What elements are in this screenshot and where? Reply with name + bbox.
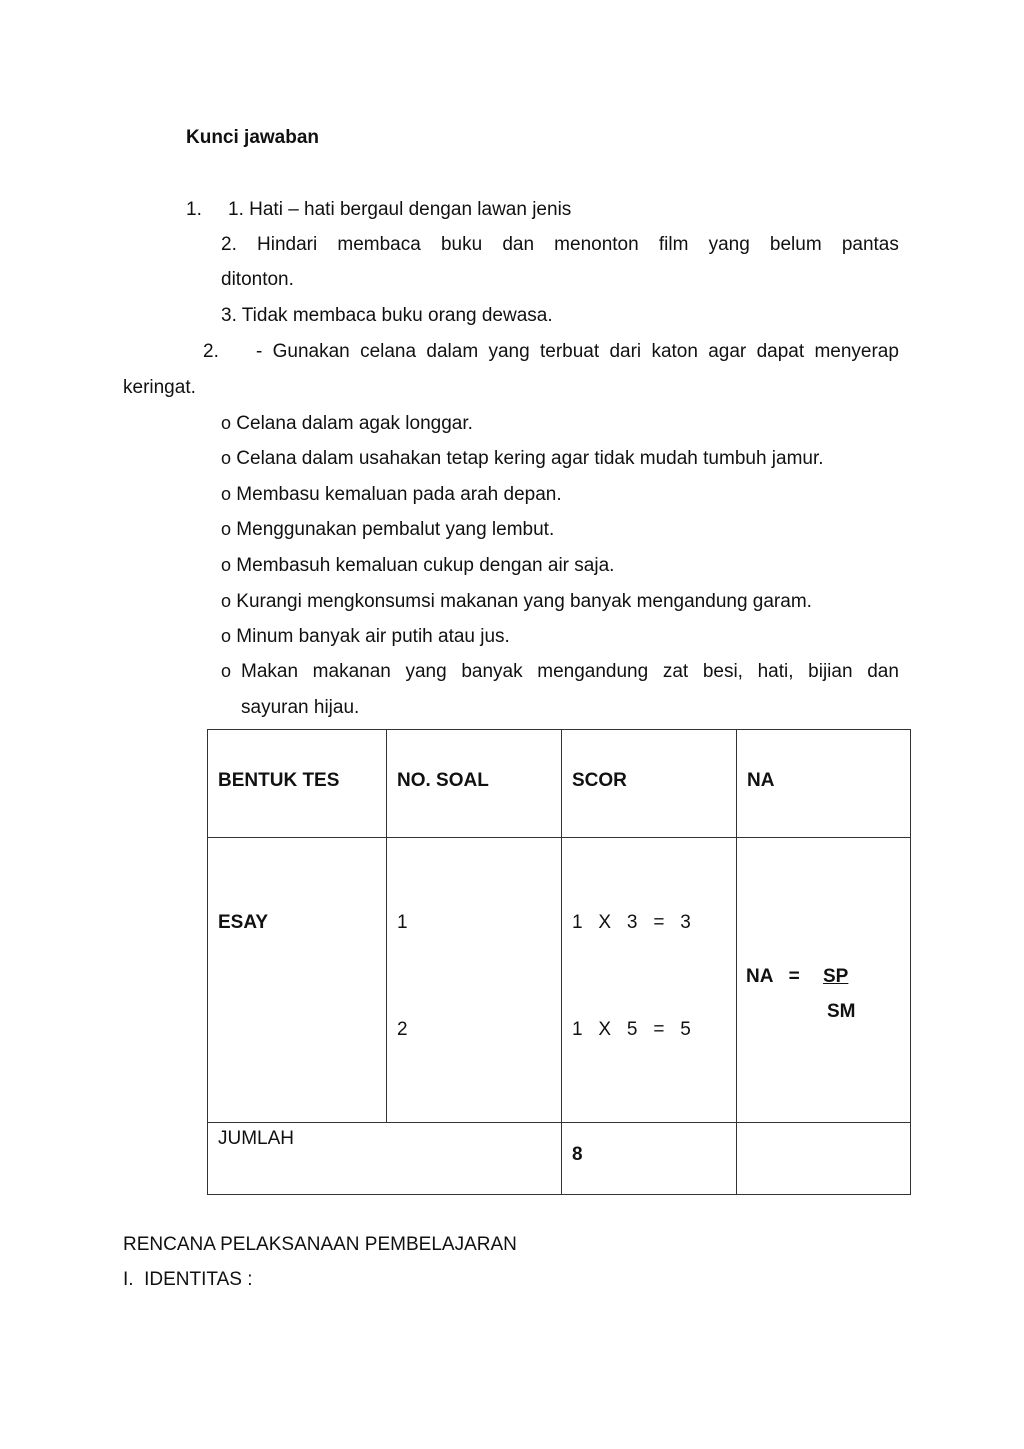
word: agar bbox=[708, 341, 747, 362]
table-cell-na bbox=[737, 838, 911, 1123]
word: pantas bbox=[841, 234, 899, 255]
word: belum bbox=[769, 234, 822, 255]
list-item-text: Kurangi mengkonsumsi makanan yang banyak mengandung garam. bbox=[236, 591, 812, 612]
word: membaca bbox=[337, 234, 421, 255]
question-1-number: 1. bbox=[186, 199, 202, 220]
table-header-cell: NO. SOAL bbox=[387, 730, 562, 838]
table-total-label-cell: JUMLAH bbox=[208, 1123, 562, 1195]
grading-table bbox=[207, 729, 911, 1195]
word: katon bbox=[651, 341, 698, 362]
table-cell-no-soal: 1 2 bbox=[387, 838, 562, 1123]
list-item bbox=[221, 556, 614, 575]
word: Makan bbox=[241, 661, 299, 682]
bullet-icon: o bbox=[221, 484, 232, 504]
list-item bbox=[221, 520, 554, 539]
word: makanan bbox=[312, 661, 391, 682]
word: celana bbox=[360, 341, 417, 362]
na-formula-denominator: SM bbox=[827, 1001, 856, 1022]
list-item-text: Minum banyak air putih atau jus. bbox=[236, 626, 510, 647]
word: bijian bbox=[808, 661, 853, 682]
word: film bbox=[658, 234, 689, 255]
table-header-cell: SCOR bbox=[562, 730, 737, 838]
section-title: RENCANA PELAKSANAAN PEMBELAJARAN bbox=[123, 1234, 517, 1255]
list-item-text: Menggunakan pembalut yang lembut. bbox=[236, 519, 555, 540]
word: 2. bbox=[221, 234, 237, 255]
word: menonton bbox=[554, 234, 639, 255]
list-item bbox=[221, 414, 473, 433]
list-item-justified bbox=[241, 662, 899, 681]
table-header-cell: NA bbox=[737, 730, 911, 838]
word: dan bbox=[867, 661, 899, 682]
bullet-icon: o bbox=[221, 661, 232, 681]
word: yang bbox=[488, 341, 530, 362]
heading: Kunci jawaban bbox=[186, 127, 320, 148]
word: - bbox=[256, 341, 263, 362]
list-item bbox=[221, 662, 231, 681]
na-formula-numerator: SP bbox=[823, 966, 849, 987]
word: buku bbox=[440, 234, 483, 255]
word: besi, bbox=[702, 661, 743, 682]
bullet-icon: o bbox=[221, 413, 232, 433]
word: yang bbox=[708, 234, 750, 255]
section-heading: I. IDENTITAS : bbox=[123, 1269, 253, 1290]
word: terbuat bbox=[539, 341, 600, 362]
list-item-text: Membasu kemaluan pada arah depan. bbox=[236, 484, 562, 505]
word: menyerap bbox=[814, 341, 899, 362]
bullet-icon: o bbox=[221, 519, 232, 539]
table-header-row bbox=[208, 730, 911, 838]
answer-1-item-justified bbox=[221, 235, 899, 254]
word: mengandung bbox=[537, 661, 649, 682]
question-2-number: 2. bbox=[203, 341, 219, 362]
list-item-text: Celana dalam agak longgar. bbox=[236, 413, 473, 434]
list-item-continuation: sayuran hijau. bbox=[241, 697, 360, 718]
table-header-cell: BENTUK TES bbox=[208, 730, 387, 838]
table-row bbox=[208, 838, 911, 1123]
word: dan bbox=[502, 234, 535, 255]
word: hati, bbox=[757, 661, 794, 682]
answer-1-item: 1. Hati – hati bergaul dengan lawan jenis bbox=[228, 199, 572, 220]
table-cell-scor: 1 X 3 = 3 1 X 5 = 5 bbox=[562, 838, 737, 1123]
table-total-empty-cell bbox=[737, 1123, 911, 1195]
table-cell-bentuk: ESAY bbox=[208, 838, 387, 1123]
bullet-icon: o bbox=[221, 448, 232, 468]
list-item bbox=[221, 592, 812, 611]
bullet-icon: o bbox=[221, 591, 232, 611]
list-item bbox=[221, 449, 824, 468]
list-item bbox=[221, 627, 510, 646]
bullet-icon: o bbox=[221, 626, 232, 646]
answer-1-item-continuation: ditonton. bbox=[221, 269, 294, 290]
word: dapat bbox=[756, 341, 805, 362]
answer-2-continuation: keringat. bbox=[123, 377, 196, 398]
list-item bbox=[221, 485, 562, 504]
word: yang bbox=[405, 661, 447, 682]
word: Gunakan bbox=[272, 341, 350, 362]
word: banyak bbox=[461, 661, 523, 682]
word: dalam bbox=[426, 341, 479, 362]
table-total-value-cell: 8 bbox=[562, 1123, 737, 1195]
list-item-text: Celana dalam usahakan tetap kering agar tidak mudah tumbuh jamur. bbox=[236, 448, 824, 469]
answer-1-item-3: 3. Tidak membaca buku orang dewasa. bbox=[221, 305, 553, 326]
bullet-icon: o bbox=[221, 555, 232, 575]
answer-2-first-line-justified bbox=[256, 342, 899, 361]
na-formula-prefix: NA = bbox=[746, 966, 800, 987]
table-total-row bbox=[208, 1123, 911, 1195]
word: dari bbox=[609, 341, 642, 362]
list-item-text: Membasuh kemaluan cukup dengan air saja. bbox=[236, 555, 615, 576]
word: Hindari bbox=[257, 234, 318, 255]
word: zat bbox=[662, 661, 689, 682]
